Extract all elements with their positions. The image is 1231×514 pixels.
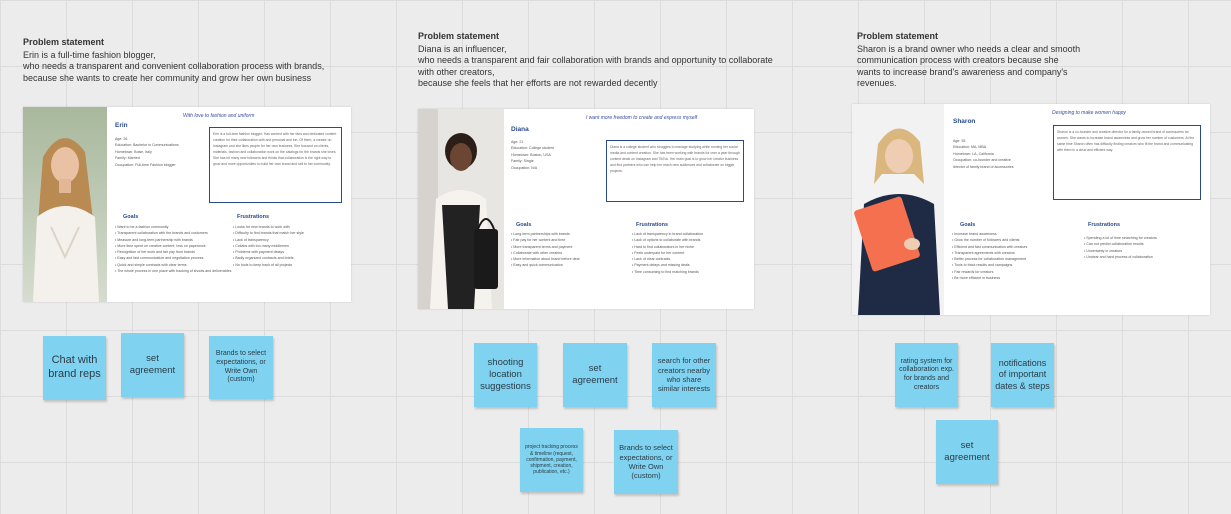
sticky-note[interactable]: set agreement — [121, 333, 184, 397]
persona-bio: Sharon is a co-founder and creative director for a family-owned brand of accessories for women. She wants to increase brand awareness and grow her number of customers. At the same time Sharon often has difficulty finding creators who fit the brand and communicating with them in a clear and efficient way. — [1053, 125, 1201, 200]
goals-title: Goals — [123, 214, 139, 220]
sticky-note[interactable]: search for other creators nearby who share similar interests — [652, 343, 716, 407]
persona-info-item: Hometown: LA, California — [953, 151, 994, 156]
goal-item: • Quick and simple contracts with clear terms — [115, 262, 233, 268]
goal-item: • More time spent on creative content, less on paperwork — [115, 243, 233, 249]
goals-title: Goals — [960, 222, 976, 228]
persona-info-item: Education: MA, MBA — [953, 145, 987, 150]
goal-item: • Be more efficient in business — [952, 275, 1082, 281]
frustration-item: • Lack of transparency in brand collaboration — [632, 231, 750, 237]
goal-item: • Efficient and fast communication with creators — [952, 244, 1082, 250]
frustration-item: • Hard to find collaborators in her niche — [632, 244, 750, 250]
goal-item: • More transparent terms and payment — [511, 244, 631, 250]
frustration-item: • Payment delays and missing deals — [632, 262, 750, 268]
frustration-item: • Lack of options to collaborate with brands — [632, 237, 750, 243]
persona-name: Sharon — [953, 118, 976, 125]
persona-info — [953, 138, 1014, 170]
persona-info-item: Family: Married — [115, 156, 140, 161]
persona-card-sharon[interactable] — [852, 104, 1210, 315]
problem-statement-line: Sharon is a brand owner who needs a clear and smooth — [857, 43, 1081, 54]
persona-info-item: Occupation: Full-time Fashion blogger — [115, 162, 176, 167]
sticky-note[interactable]: notifications of important dates & steps — [991, 343, 1054, 407]
goal-item: • Transparent collaboration with the brands and customers — [115, 230, 233, 236]
persona-photo-erin — [23, 107, 107, 302]
goals-list — [511, 231, 631, 269]
persona-info-item: Age: 35 — [953, 139, 966, 143]
persona-photo-sharon — [852, 104, 944, 315]
problem-statement-line: who needs a transparent and fair collaboration with brands and opportunity to collaborate — [418, 55, 773, 65]
persona-card-erin[interactable] — [23, 107, 351, 302]
problem-statement-line: Diana is an influencer, — [418, 43, 507, 54]
goal-item: • Tools to track results and campaigns — [952, 262, 1082, 268]
persona-quote: With love to fashion and uniform — [183, 113, 255, 119]
problem-statement-line: Erin is a full-time fashion blogger, — [23, 49, 156, 60]
frustration-item: • Feels underpaid for her content — [632, 250, 750, 256]
sticky-note[interactable]: Chat with brand reps — [43, 336, 106, 400]
sticky-note[interactable]: set agreement — [936, 420, 998, 484]
problem-statement-title: Problem statement — [418, 31, 500, 41]
frustration-item: • Time consuming to find matching brands — [632, 269, 750, 275]
sticky-note[interactable]: Brands to select expectations, or Write Own (custom) — [614, 430, 678, 494]
frustration-item: • No tools to keep track of all projects — [233, 262, 347, 268]
persona-card-diana[interactable] — [418, 109, 754, 309]
frustrations-list — [632, 231, 750, 275]
goals-title: Goals — [516, 222, 532, 228]
persona-info-item: Age: 21 — [511, 140, 524, 144]
persona-info — [511, 139, 554, 171]
persona-name: Diana — [511, 126, 529, 133]
persona-name: Erin — [115, 122, 128, 129]
goal-item: • Collaborate with other creators — [511, 250, 631, 256]
sticky-note[interactable]: project tracking process & timeline (request, confirmation, payment, shipment, creation, publication, etc.) — [520, 428, 583, 492]
problem-statement-sharon — [857, 31, 1080, 90]
goal-item: • Measure and long-term partnership with brands — [115, 237, 233, 243]
persona-info-item: Occupation: N/A — [511, 165, 538, 170]
persona-info-item: director of family brand of accessories — [953, 164, 1014, 169]
persona-quote: Designing to make women happy — [1052, 110, 1126, 116]
goal-item: • Better process for collaboration management — [952, 256, 1082, 262]
goal-item: • Increase brand awareness — [952, 231, 1082, 237]
frustration-item: • Spending a lot of time searching for creators — [1084, 235, 1206, 241]
goal-item: • Easy and quick communication — [511, 262, 631, 268]
frustrations-title: Frustrations — [636, 222, 669, 228]
frustration-item: • Uncertainty in creators — [1084, 248, 1206, 254]
goal-item: • The whole process in one place with tracking of shoots and deliverables — [115, 268, 233, 274]
persona-info-item: Hometown: Boise, Italy — [115, 149, 152, 154]
frustration-item: • Unclear and hard process of collaboration — [1084, 254, 1206, 260]
goal-item: • Want to be a fashion community — [115, 224, 233, 230]
problem-statement-line: communication process with creators because she — [857, 55, 1059, 65]
problem-statement-title: Problem statement — [23, 37, 105, 47]
goal-item: • More information about brand before deal — [511, 256, 631, 262]
frustrations-title: Frustrations — [237, 214, 270, 220]
persona-photo-diana — [418, 109, 504, 309]
goal-item: • Fair pay for her content and time — [511, 237, 631, 243]
frustration-item: • Badly organized contracts and briefs — [233, 255, 347, 261]
persona-bio: Erin is a full-time fashion blogger. Has worked with her fans and dedicated content creation for their collaboration with and personal and fun. Of them, a creator on Instagram and she likes people for her own business. She focused on clients, materials, fashion and collaboration work on the catalogs for the brands she loves. She has hit many new followers and thinks that collaboration is the right way to grow and more opportunities to build her own brand and sell to her community. — [209, 127, 342, 203]
frustration-item: • Lack of clear contracts — [632, 256, 750, 262]
persona-bio: Diana is a college student who struggles to manage studying while running her social media and content creation. She has been working with brands for over a year through content deals on Instagram and TikTok. Her main goal is to grow her creator business and find partners who can help her reach new audiences and collaborate on bigger projects. — [606, 140, 744, 202]
frustration-item: • Lack of transparency — [233, 237, 347, 243]
problem-statement-line: with other creators, — [418, 66, 495, 77]
goal-item: • Long-term partnerships with brands — [511, 231, 631, 237]
problem-statement-line: wants to increase brand's awareness and company's — [857, 66, 1068, 77]
frustration-item: • Looks for new brands to work with — [233, 224, 347, 230]
sticky-note[interactable]: shooting location suggestions — [474, 343, 537, 407]
persona-info-item: Occupation: co-founder and creative — [953, 158, 1011, 163]
problem-statement-title: Problem statement — [857, 31, 939, 41]
frustrations-title: Frustrations — [1088, 222, 1121, 228]
goal-item: • Fair rewards for creators — [952, 269, 1082, 275]
goal-item: • Easy and fast communication and negotiation process — [115, 255, 233, 261]
persona-info-item: Age: 26 — [115, 137, 128, 141]
problem-statement-line: who needs a transparent and convenient collaboration process with brands, — [23, 61, 325, 71]
frustration-item: • Difficulty to find brands that match her style — [233, 230, 347, 236]
frustration-item: • Can not predict collaboration results — [1084, 241, 1206, 247]
goal-item: • Recognition of her work and fair pay from brands — [115, 249, 233, 255]
frustrations-list — [1084, 235, 1206, 260]
persona-info-item: Education: Bachelor in Communications — [115, 143, 179, 148]
goal-item: • Transparent agreements with creators — [952, 250, 1082, 256]
persona-info — [115, 136, 179, 168]
goal-item: • Grow the number of followers and clients — [952, 237, 1082, 243]
persona-quote: I want more freedom to create and express myself — [586, 115, 698, 121]
goals-list — [115, 224, 233, 274]
problem-statement-erin — [23, 37, 324, 84]
persona-info-item: Hometown: Boston, USA — [511, 152, 551, 157]
goals-list — [952, 231, 1082, 281]
sticky-note[interactable]: Brands to select expectations, or Write Own (custom) — [209, 336, 273, 399]
persona-info-item: Education: College student — [511, 146, 554, 151]
frustration-item: • Problems with payment delays — [233, 249, 347, 255]
problem-statement-line: because she feels that her efforts are not rewarded decently — [418, 78, 658, 88]
sticky-note[interactable]: set agreement — [563, 343, 627, 407]
problem-statement-line: revenues. — [857, 78, 897, 88]
sticky-note[interactable]: rating system for collaboration exp. for brands and creators — [895, 343, 958, 407]
frustration-item: • Collabs with too many middlemen — [233, 243, 347, 249]
problem-statement-line: because she wants to create her community and grow her own business — [23, 72, 312, 83]
persona-info-item: Family: Single — [511, 159, 534, 164]
frustrations-list — [233, 224, 347, 268]
problem-statement-diana — [418, 31, 773, 90]
